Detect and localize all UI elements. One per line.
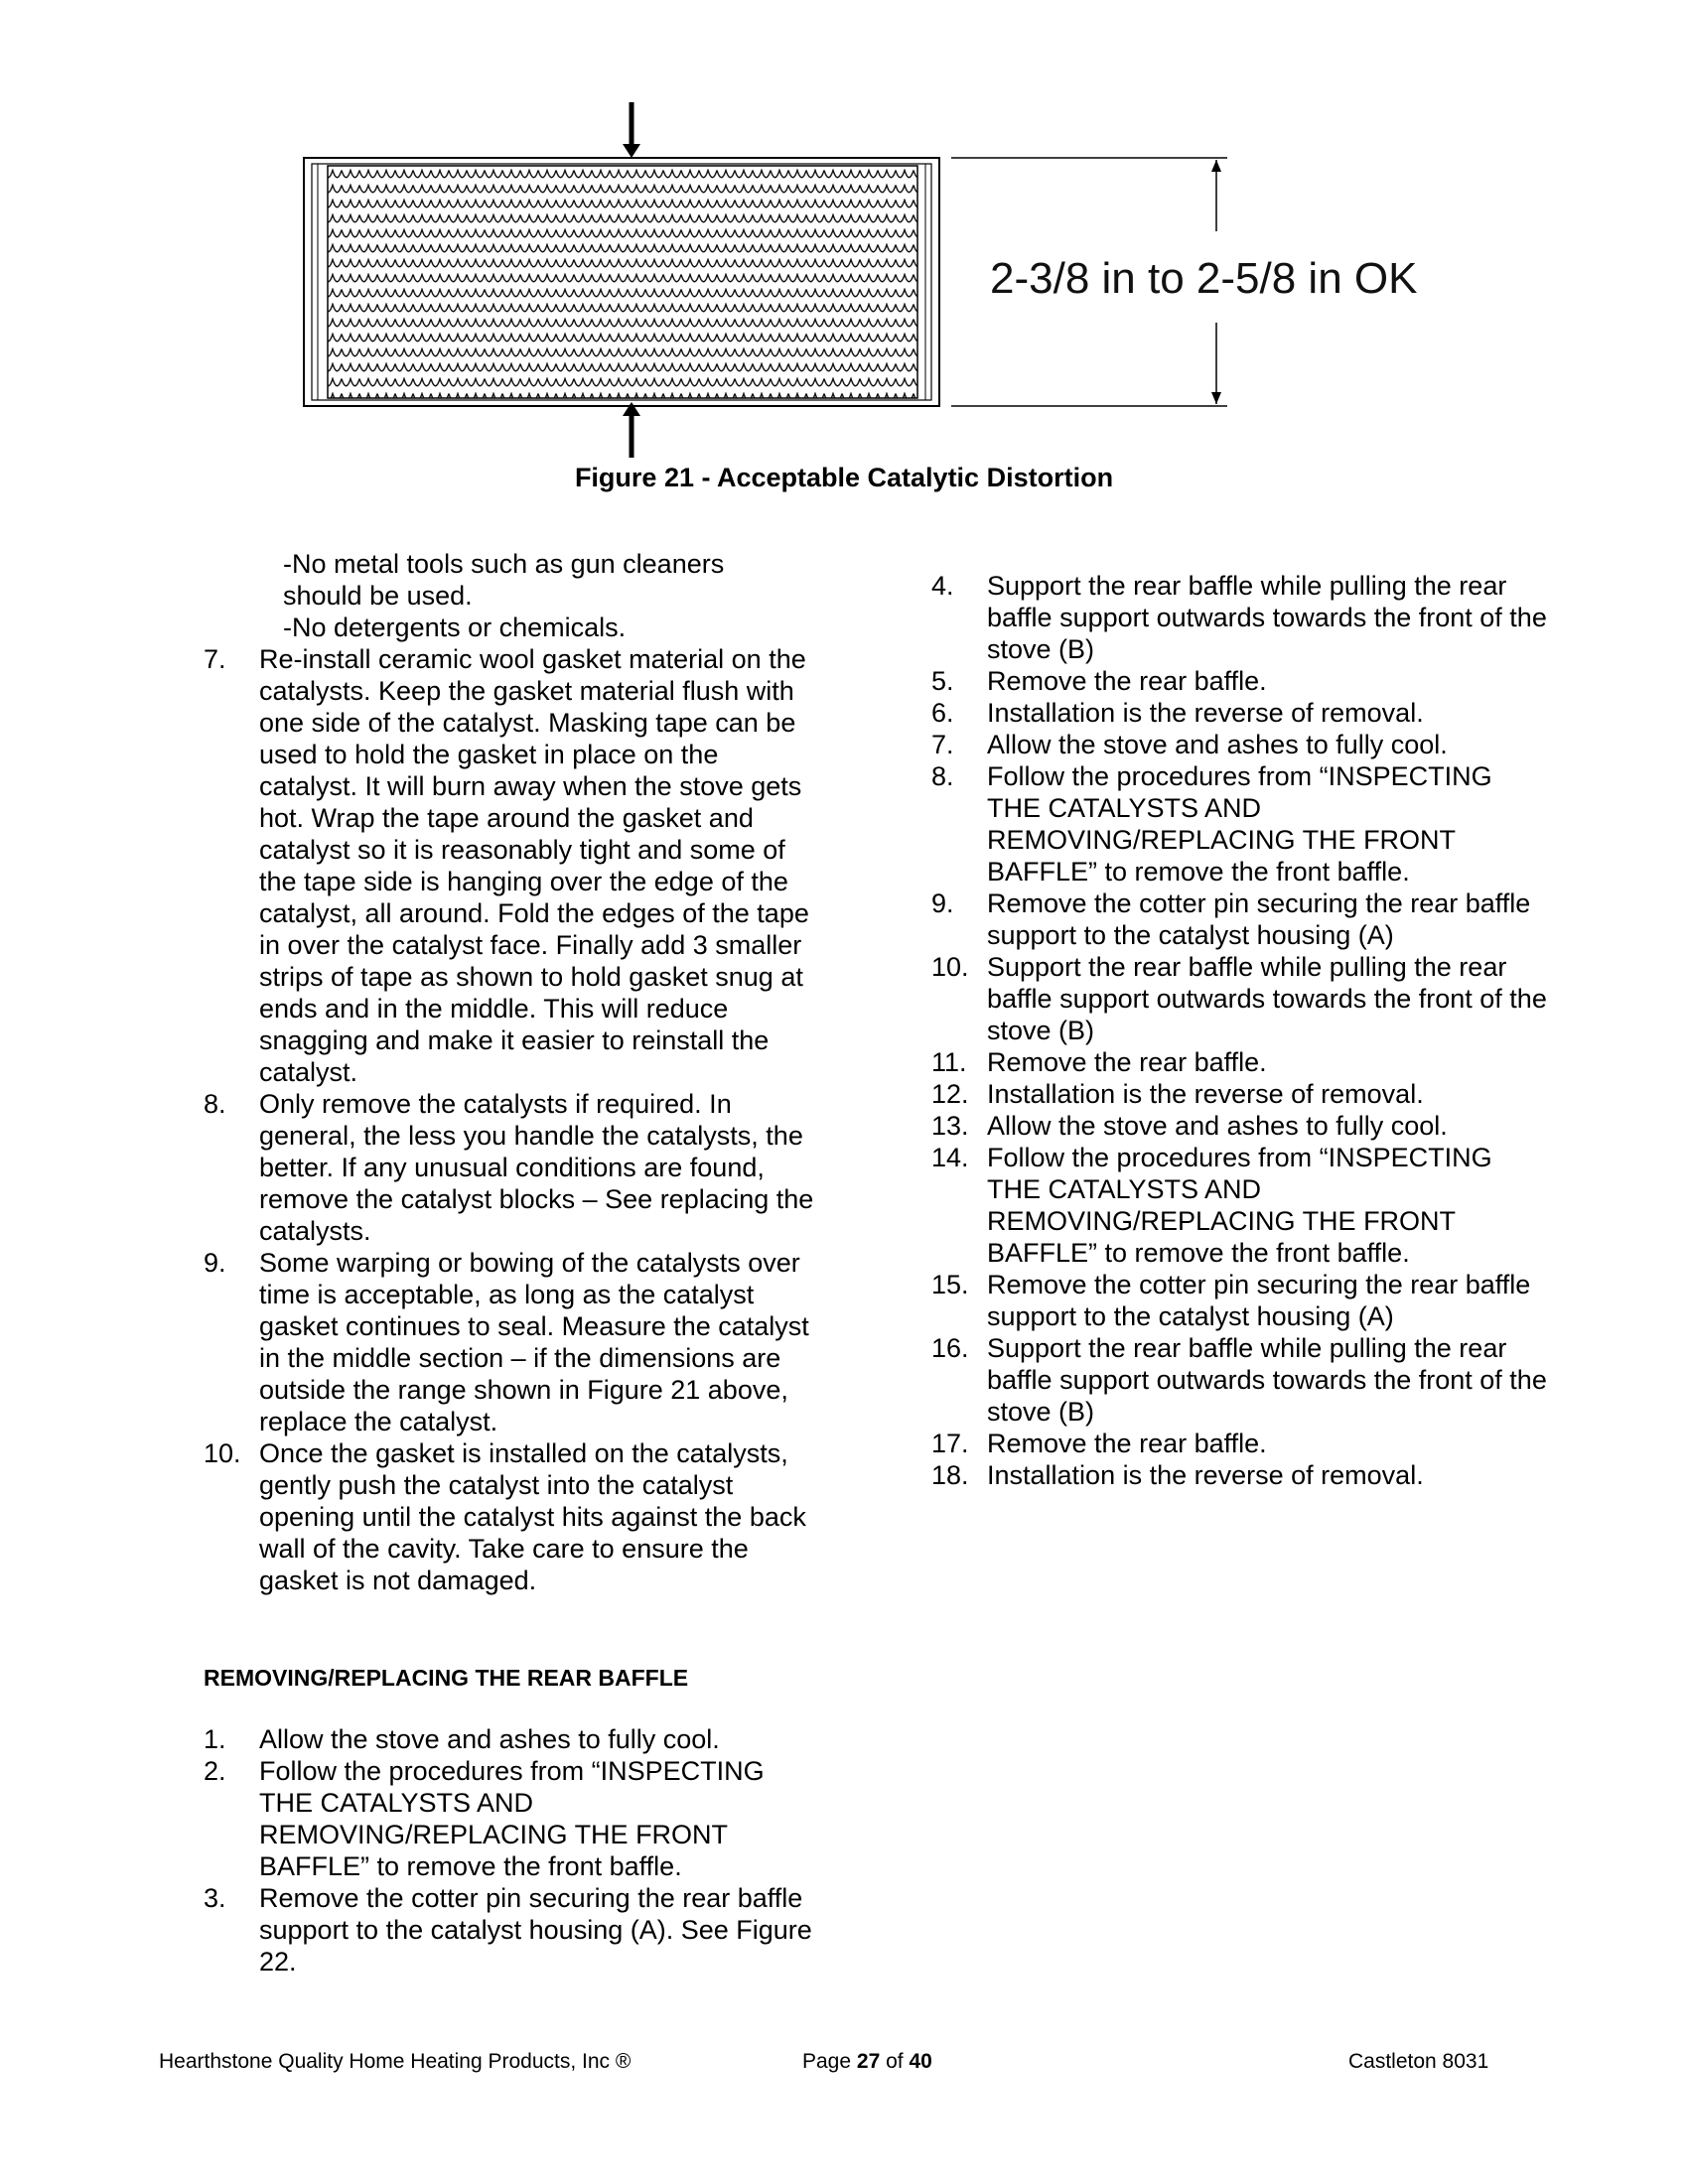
list-item-number: 5. <box>931 666 954 696</box>
right-column <box>931 570 1547 1491</box>
list-item-text: Allow the stove and ashes to fully cool. <box>259 1724 720 1754</box>
sub-note: -No metal tools such as gun cleaners <box>283 549 725 579</box>
list-item <box>931 1332 1547 1428</box>
list-item <box>931 729 1547 760</box>
list-item-number: 10. <box>204 1438 241 1468</box>
page-number: Page 27 of 40 <box>802 2050 932 2073</box>
rear-baffle-steps-continued <box>931 570 1547 1491</box>
bottom-arrow-icon <box>623 402 640 458</box>
list-item-text: Re-install ceramic wool gasket material on the catalysts. Keep the gasket material flush with one side of the catalyst. Masking tape can be used to hold the gasket in place on the catalyst. It will burn away when the stove gets hot. Wrap the tape around the gasket and catalyst so it is reasonably tight and some of the tape side is hanging over the edge of the catalyst, all around. Fold the edges of the tape in over the catalyst face. Finally add 3 smaller strips of tape as shown to hold gasket snug at ends and in the middle. This will reduce snagging and make it easier to reinstall the catalyst. <box>259 644 809 1087</box>
list-item-text: Remove the cotter pin securing the rear baffle support to the catalyst housing (A) <box>987 888 1531 950</box>
list-item-number: 11. <box>931 1047 967 1077</box>
list-item-text: Installation is the reverse of removal. <box>987 1079 1424 1109</box>
list-item <box>204 1088 819 1247</box>
footer-model: Castleton 8031 <box>1348 2050 1489 2073</box>
list-item-text: Support the rear baffle while pulling the rear baffle support outwards towards the front of the stove (B) <box>987 952 1547 1045</box>
list-item-number: 7. <box>931 730 954 759</box>
list-item <box>204 1437 819 1596</box>
list-item-text: Installation is the reverse of removal. <box>987 1460 1424 1490</box>
list-item-text: Installation is the reverse of removal. <box>987 698 1424 728</box>
page-footer <box>0 2050 1688 2080</box>
list-item-number: 8. <box>204 1089 226 1119</box>
list-item-text: Remove the rear baffle. <box>987 1429 1267 1458</box>
list-item-number: 9. <box>204 1248 226 1278</box>
list-item <box>931 665 1547 697</box>
list-item-text: Allow the stove and ashes to fully cool. <box>987 1111 1448 1141</box>
list-item-text: Once the gasket is installed on the catalysts, gently push the catalyst into the catalyst opening until the catalyst hits against the back wall of the cavity. Take care to ensure the gasket is not damaged. <box>259 1438 806 1595</box>
sub-note: should be used. <box>283 581 473 611</box>
list-item <box>931 1459 1547 1491</box>
list-item <box>931 760 1547 887</box>
list-item-number: 3. <box>204 1883 226 1913</box>
catalyst-distortion-figure <box>288 94 1460 472</box>
top-arrow-icon <box>623 102 640 158</box>
list-item-text: Remove the cotter pin securing the rear baffle support to the catalyst housing (A) <box>987 1270 1531 1331</box>
list-item <box>931 1110 1547 1142</box>
list-item <box>204 1882 819 1978</box>
list-item <box>204 1755 819 1882</box>
list-item-number: 8. <box>931 761 954 791</box>
list-item <box>931 1142 1547 1269</box>
list-item <box>204 1247 819 1437</box>
list-item-number: 15. <box>931 1270 969 1299</box>
list-item-number: 14. <box>931 1143 969 1172</box>
list-item-number: 7. <box>204 644 226 674</box>
list-item-number: 12. <box>931 1079 969 1109</box>
list-item-text: Remove the rear baffle. <box>987 1047 1267 1077</box>
list-item-number: 17. <box>931 1429 969 1458</box>
list-item-text: Support the rear baffle while pulling the rear baffle support outwards towards the front of the stove (B) <box>987 571 1547 664</box>
list-item-text: Follow the procedures from “INSPECTING THE CATALYSTS AND REMOVING/REPLACING THE FRONT BAFFLE” to remove the front baffle. <box>987 761 1492 887</box>
list-item-number: 6. <box>931 698 954 728</box>
list-item-number: 13. <box>931 1111 969 1141</box>
list-item-number: 10. <box>931 952 969 982</box>
list-item-text: Remove the cotter pin securing the rear baffle support to the catalyst housing (A). See Figure 22. <box>259 1883 812 1977</box>
maintenance-list <box>204 643 819 1596</box>
list-item-number: 1. <box>204 1724 226 1754</box>
list-item-text: Follow the procedures from “INSPECTING THE CATALYSTS AND REMOVING/REPLACING THE FRONT BAFFLE” to remove the front baffle. <box>259 1756 765 1881</box>
rear-baffle-steps <box>204 1723 819 1978</box>
list-item <box>204 643 819 1088</box>
list-item-number: 4. <box>931 571 954 601</box>
figure-caption: Figure 21 - Acceptable Catalytic Distortion <box>574 463 1114 492</box>
left-column <box>204 548 819 1978</box>
list-item <box>931 1269 1547 1332</box>
list-item <box>204 1723 819 1755</box>
list-item-text: Only remove the catalysts if required. In general, the less you handle the catalysts, the better. If any unusual conditions are found, remove the catalyst blocks – See replacing the catalysts. <box>259 1089 814 1246</box>
list-item-text: Remove the rear baffle. <box>987 666 1267 696</box>
list-item-number: 16. <box>931 1333 969 1363</box>
footer-company: Hearthstone Quality Home Heating Products, Inc ® <box>159 2050 632 2073</box>
section-heading: REMOVING/REPLACING THE REAR BAFFLE <box>204 1665 689 1691</box>
list-item-text: Some warping or bowing of the catalysts over time is acceptable, as long as the catalyst gasket continues to seal. Measure the catalyst in the middle section – if the dimensions are outside the range shown in Figure 21 above, replace the catalyst. <box>259 1248 809 1436</box>
list-item <box>931 697 1547 729</box>
list-item <box>931 951 1547 1046</box>
sub-note: -No detergents or chemicals. <box>283 613 627 642</box>
list-item <box>931 1046 1547 1078</box>
list-item <box>931 1428 1547 1459</box>
list-item-text: Follow the procedures from “INSPECTING THE CATALYSTS AND REMOVING/REPLACING THE FRONT BAFFLE” to remove the front baffle. <box>987 1143 1492 1268</box>
list-item <box>931 887 1547 951</box>
list-item <box>931 1078 1547 1110</box>
dimension-label: 2-3/8 in to 2-5/8 in OK <box>990 254 1418 303</box>
list-item-text: Support the rear baffle while pulling the rear baffle support outwards towards the front of the stove (B) <box>987 1333 1547 1427</box>
catalyst-block <box>304 158 939 406</box>
list-item-number: 18. <box>931 1460 969 1490</box>
list-item-number: 9. <box>931 888 954 918</box>
list-item-text: Allow the stove and ashes to fully cool. <box>987 730 1448 759</box>
list-item <box>931 570 1547 665</box>
list-item-number: 2. <box>204 1756 226 1786</box>
